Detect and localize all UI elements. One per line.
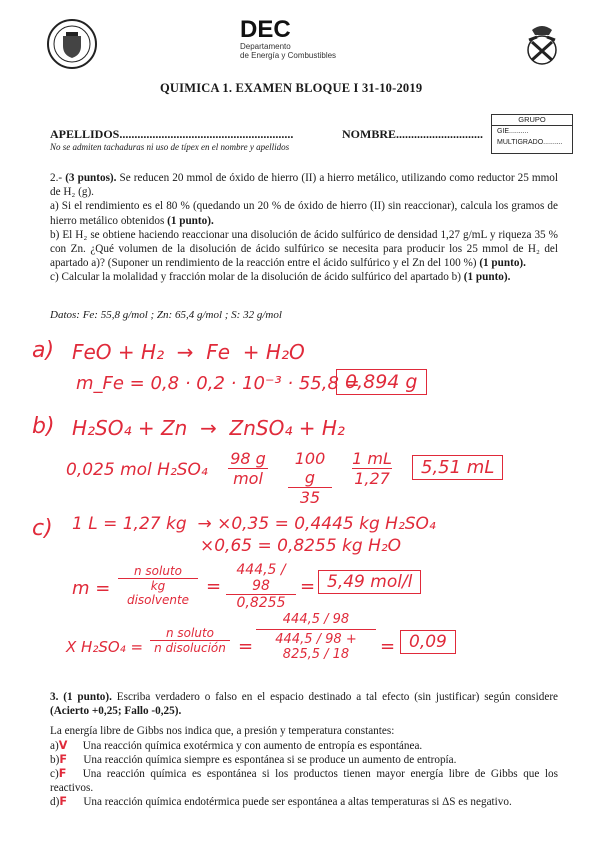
hw-c-line1: 1 L = 1,27 kg → ×0,35 = 0,4445 kg H₂SO₄: [72, 514, 436, 534]
q3-item-answer[interactable]: F: [58, 767, 67, 781]
hw-x-frac-num-a: 444,5: [282, 612, 320, 627]
q3-statement: [50, 690, 558, 810]
hw-m-frac-num: 444,5 / 98: [226, 562, 296, 595]
hw-a-result: 0,894 g: [336, 369, 427, 395]
hw-a-calc: m_Fe = 0,8 · 0,2 · 10⁻³ · 55,8 =: [76, 373, 360, 394]
q3-item-label: b): [50, 753, 60, 766]
hw-x-frac-den: 444,5 / 98 + 825,5 / 18: [275, 632, 357, 662]
exam-title: QUIMICA 1. EXAMEN BLOQUE I 31-10-2019: [160, 81, 423, 95]
hw-b-f2-num: 100 g: [288, 449, 332, 488]
q3-item-text: Una reacción química siempre es espontánea si se produce un aumento de entropía.: [83, 753, 457, 766]
hw-x-frac-num-b: 98: [332, 612, 350, 627]
q2-part-b: b) El H₂ se obtiene haciendo reaccionar una disolución de ácido sulfúrico de densidad 1,27 g/mL y riqueza 35 % con Zn. ¿Qué volumen de la disolución de ácido sulfúrico se necesita para producir los 25 mmol de H₂ del apartado a)? (Suponer un rendimiento de la reacción entre el ácido sulfúrico y el Zn del 100 %) (1 punto).: [50, 228, 558, 270]
hw-c-line2: ×0,65 = 0,8255 kg H₂O: [200, 536, 402, 556]
hw-b-f1-den: mol: [233, 469, 263, 488]
q2-part-c: c) Calcular la molalidad y fracción molar de la disolución de ácido sulfúrico del apartado b) (1 punto).: [50, 271, 511, 284]
hw-b-eq: H₂SO₄ + Zn → ZnSO₄ + H₂: [72, 416, 345, 440]
q2-part-a: a) Si el rendimiento es el 80 % (quedando un 20 % de óxido de hierro (II) sin reaccionar), calcula los gramos de hierro metálico obtenidos (1 punto).: [50, 200, 558, 227]
apellidos-field[interactable]: APELLIDOS..........................................................: [50, 127, 294, 141]
hw-x-eq2: =: [380, 636, 396, 657]
dec-logo-text: DEC: [240, 16, 291, 43]
hw-m-eq2: =: [300, 576, 316, 597]
q3-item-text: Una reacción química endotérmica puede ser espontánea a altas temperaturas si ΔS es negativo.: [83, 796, 512, 809]
hw-m-lhs: m =: [72, 578, 111, 599]
q3-items: [50, 739, 558, 810]
hw-x-frac-den-a: 444,5 / 98: [275, 632, 342, 647]
hw-m-den: kg disolvente: [126, 579, 190, 607]
dec-dept-line2: de Energía y Combustibles: [240, 51, 337, 60]
q3-item-answer[interactable]: F: [59, 752, 67, 766]
hw-x-den: n disolución: [154, 641, 226, 655]
hw-b-result: 5,51 mL: [412, 455, 503, 480]
hw-b-f3-num: 1 mL: [352, 449, 392, 468]
q3-intro: 3. (1 punto). Escriba verdadero o falso en el espacio destinado a tal efecto (sin justificar) según considere (Acierto +0,25; Fallo -0,25).: [50, 691, 559, 718]
hw-b-f1-num: 98 g: [228, 449, 268, 469]
hw-b-calc: 0,025 mol H₂SO₄: [66, 460, 208, 480]
q3-item-label: d): [50, 796, 60, 809]
hw-x-frac-den-b: 825,5 / 18: [282, 647, 350, 662]
hw-x-def: [150, 626, 230, 655]
nombre-field[interactable]: NOMBRE.............................: [342, 127, 483, 141]
q3-item: [50, 767, 558, 795]
q2-datos: Datos: Fe: 55,8 g/mol ; Zn: 65,4 g/mol ; S: 32 g/mol: [50, 309, 282, 321]
hw-b-f3-den: 1,27: [354, 469, 390, 488]
hw-m-frac-den: 0,8255: [236, 595, 286, 611]
q3-item: [50, 795, 558, 809]
hw-x-frac-num: 444,5 / 98: [256, 612, 376, 630]
q2-intro: 2.- (3 puntos). Se reducen 20 mmol de óxido de hierro (II) a hierro metálico, utilizando como reductor 25 mmol de H₂ (g).: [50, 172, 558, 199]
hw-m-num: n soluto: [118, 564, 198, 579]
grupo-multigrado[interactable]: MULTIGRADO..........: [497, 139, 563, 146]
hw-x-frac: [256, 612, 376, 662]
grupo-title: GRUPO: [492, 115, 572, 126]
hw-a-label: a): [32, 338, 55, 363]
q3-item-answer[interactable]: V: [58, 738, 68, 752]
q3-item-text: Una reacción química es espontánea si los productos tienen mayor energía libre de Gibbs que los reactivos.: [50, 768, 558, 795]
hw-m-frac: [226, 562, 296, 611]
grupo-gie[interactable]: GIE..........: [497, 128, 529, 135]
hw-x-num: n soluto: [150, 626, 230, 641]
hw-m-eq: =: [206, 576, 222, 597]
q3-item-label: a): [50, 739, 59, 752]
hw-a-eq: FeO + H₂ → Fe + H₂O: [72, 340, 305, 364]
q3-item-text: Una reacción química exotérmica y con aumento de entropía es espontánea.: [82, 739, 423, 752]
hw-m-result: 5,49 mol/l: [318, 570, 421, 594]
hw-b-label: b): [32, 414, 55, 439]
hw-b-f1: [228, 449, 268, 488]
q3-item-label: c): [50, 768, 59, 781]
hw-b-f2-den: 35: [299, 488, 321, 507]
hw-c-label: c): [32, 516, 53, 541]
hw-x-lhs: X H₂SO₄ =: [66, 638, 144, 656]
hw-m-def: [118, 564, 198, 607]
name-note: No se admiten tachaduras ni uso de típex en el nombre y apellidos: [50, 142, 290, 152]
q3-item: [50, 739, 558, 753]
hw-b-f2: [288, 449, 332, 507]
q3-lead: La energía libre de Gibbs nos indica que, a presión y temperatura constantes:: [50, 725, 395, 738]
q3-item: [50, 753, 558, 767]
q3-item-answer[interactable]: F: [59, 795, 67, 809]
hw-b-f3: [352, 449, 392, 488]
hw-x-eq: =: [238, 636, 254, 657]
hw-x-result: 0,09: [400, 630, 456, 654]
dec-dept-line1: Departamento: [240, 42, 291, 51]
